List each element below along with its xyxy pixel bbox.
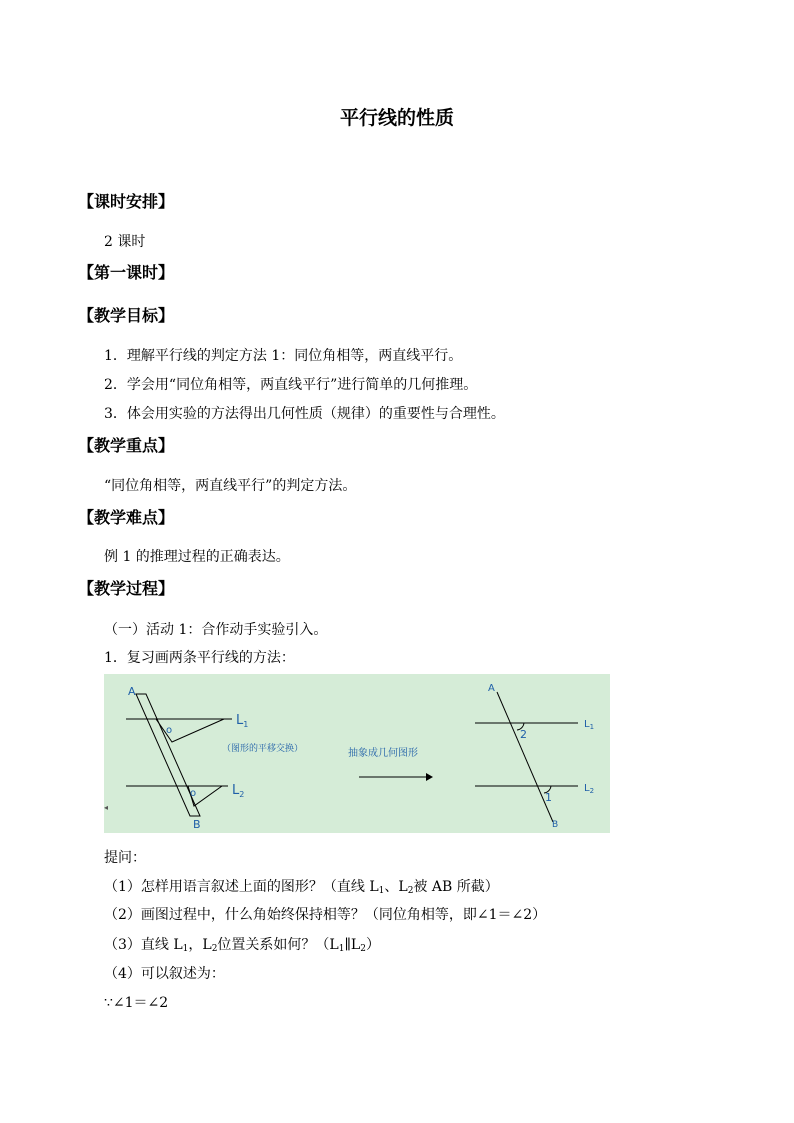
- goal-item-3: 3．体会用实验的方法得出几何性质（规律）的重要性与合理性。: [104, 406, 505, 422]
- heading-goals: 【教学目标】: [78, 306, 175, 325]
- key-points-text: “同位角相等，两直线平行”的判定方法。: [104, 478, 357, 494]
- difficulties-text: 例 1 的推理过程的正确表达。: [104, 549, 290, 565]
- question-2: （2）画图过程中，什么角始终保持相等？（同位角相等，即∠1＝∠2）: [104, 907, 547, 923]
- right-diagram: [475, 683, 594, 830]
- goal-item-1: 1．理解平行线的判定方法 1：同位角相等，两直线平行。: [104, 348, 463, 364]
- parallel-lines-figure: [104, 674, 610, 833]
- heading-process: 【教学过程】: [78, 579, 175, 598]
- schedule-text: 2 课时: [104, 234, 146, 250]
- angle-1-label: 1: [545, 791, 552, 804]
- figure-svg: [104, 674, 610, 833]
- right-label-l2: $L_2$: [584, 783, 595, 795]
- heading-schedule: 【课时安排】: [78, 192, 175, 211]
- left-small-marker: ◂: [104, 803, 109, 812]
- arrow-head: [426, 773, 433, 781]
- review-text: 1．复习画两条平行线的方法：: [104, 650, 295, 666]
- left-caption: （图形的平移交换）: [222, 744, 304, 754]
- left-label-a: A: [128, 685, 136, 698]
- left-circle-mark-bottom: o: [190, 788, 197, 799]
- left-diagram: [104, 685, 303, 831]
- angle-2-label: 2: [520, 728, 527, 741]
- page-title: 平行线的性质: [339, 107, 454, 129]
- left-circle-mark-top: o: [166, 725, 173, 736]
- heading-first-lesson: 【第一课时】: [78, 263, 175, 282]
- left-label-l2: $L_2$: [232, 783, 245, 799]
- left-label-b: B: [193, 818, 201, 831]
- because-statement: ∵∠1＝∠2: [104, 995, 169, 1011]
- goal-item-2: 2．学会用“同位角相等，两直线平行”进行简单的几何推理。: [104, 377, 478, 393]
- question-3: （3）直线 $L_1$，$L_2$位置关系如何？$(L_1\parallel L_2)$: [104, 937, 380, 954]
- right-label-l1: $L_1$: [584, 719, 595, 731]
- question-1: （1）怎样用语言叙述上面的图形？（直线 $L_1$、$L_2$被 AB 所截）: [104, 879, 499, 896]
- heading-key-points: 【教学重点】: [78, 436, 175, 455]
- right-label-a: A: [488, 683, 495, 694]
- questions-prompt: 提问：: [104, 850, 146, 866]
- left-label-l1: $L_1$: [236, 713, 249, 729]
- middle-caption: 抽象成几何图形: [348, 748, 418, 759]
- question-4: （4）可以叙述为：: [104, 966, 225, 982]
- heading-difficulties: 【教学难点】: [78, 508, 175, 527]
- activity-text: （一）活动 1：合作动手实验引入。: [104, 622, 328, 638]
- right-label-b: B: [552, 820, 559, 830]
- middle-arrow: [348, 746, 433, 781]
